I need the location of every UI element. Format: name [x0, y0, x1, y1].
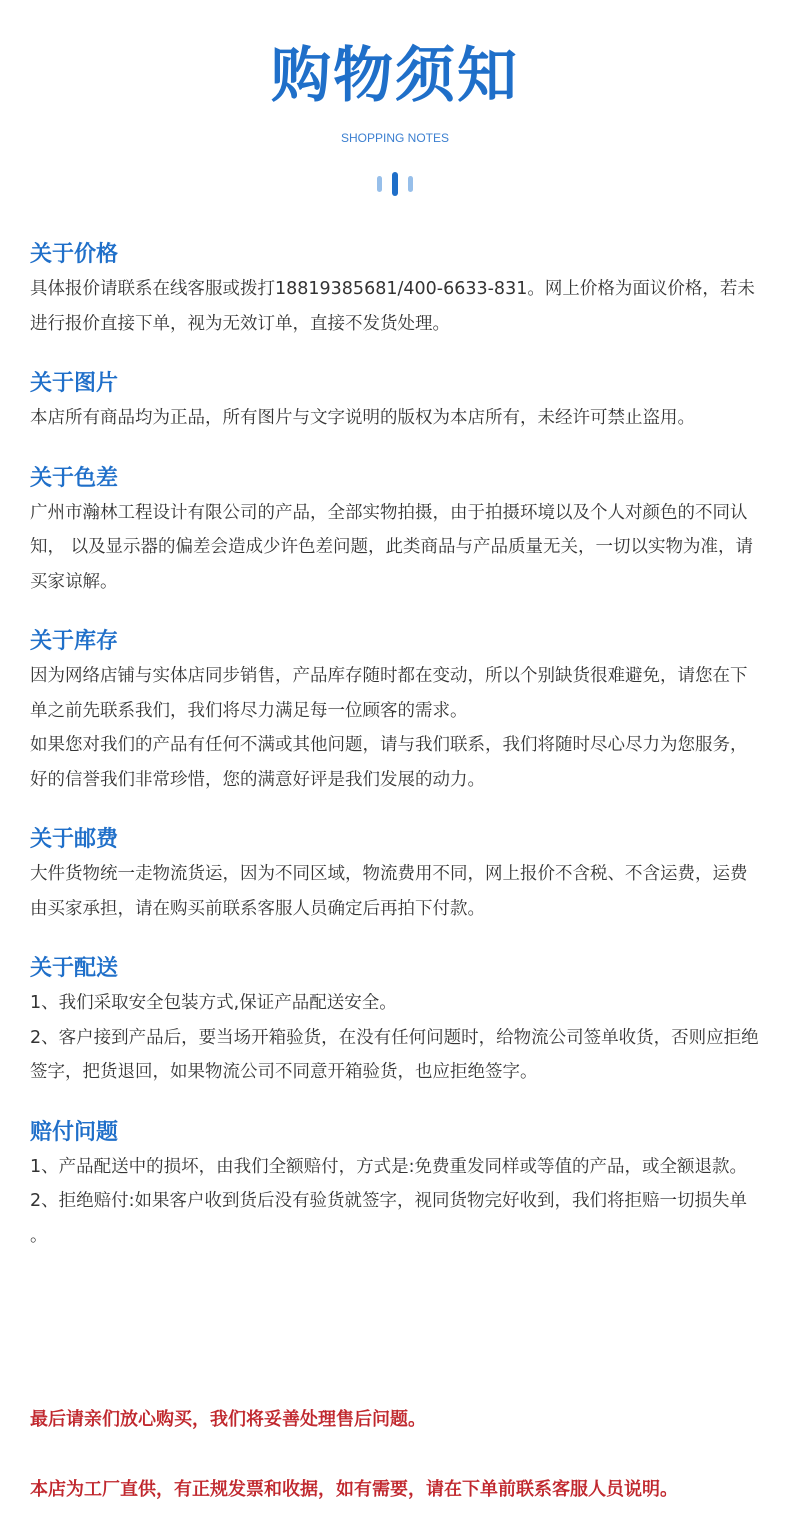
section-price	[30, 238, 760, 341]
section-stock	[30, 625, 760, 797]
section-paragraph: 本店所有商品均为正品，所有图片与文字说明的版权为本店所有，未经许可禁止盗用。	[30, 408, 695, 428]
invoice-note: 本店为工厂直供，有正规发票和收据，如有需要，请在下单前联系客服人员说明。	[30, 1479, 678, 1500]
bar-center	[392, 172, 398, 196]
decorative-bars-icon	[377, 172, 413, 196]
section-paragraph: 2、拒绝赔付:如果客户收到货后没有验货就签字，视同货物完好收到，我们将拒赔一切损失单 。	[30, 1191, 748, 1246]
closing-note: 最后请亲们放心购买，我们将妥善处理售后问题。	[30, 1409, 426, 1430]
section-title: 关于邮费	[30, 827, 119, 852]
section-color-difference	[30, 462, 760, 600]
section-title: 关于色差	[30, 465, 119, 491]
section-paragraph: 1、我们采取安全包装方式,保证产品配送安全。	[30, 993, 397, 1013]
page-subtitle: SHOPPING NOTES	[340, 131, 450, 145]
section-title: 关于配送	[30, 956, 119, 981]
section-shipping-fee	[30, 823, 760, 926]
section-paragraph: 具体报价请联系在线客服或拨打18819385681/400-6633-831。网上价格为面议价格，若未进行报价直接下单，视为无效订单，直接不发货处理。	[30, 279, 755, 334]
notes-content	[30, 238, 760, 1279]
section-title: 关于库存	[30, 629, 119, 654]
section-paragraph: 1、产品配送中的损坏，由我们全额赔付，方式是:免费重发同样或等值的产品，或全额退款。	[30, 1156, 748, 1177]
section-title: 赔付问题	[30, 1119, 119, 1145]
section-title: 关于图片	[30, 371, 119, 396]
section-paragraph: 广州市瀚林工程设计有限公司的产品，全部实物拍摄，由于拍摄环境以及个人对颜色的不同认知， 以及显示器的偏差会造成少许色差问题，此类商品与产品质量无关，一切以实物为准，请买家谅解。	[30, 502, 754, 592]
page-title: 购物须知	[271, 41, 519, 111]
section-images	[30, 367, 760, 436]
section-title: 关于价格	[30, 242, 119, 267]
page-header	[0, 0, 790, 210]
section-delivery	[30, 952, 760, 1090]
section-paragraph: 因为网络店铺与实体店同步销售，产品库存随时都在变动，所以个别缺货很难避免，请您在下单之前先联系我们，我们将尽力满足每一位顾客的需求。	[30, 666, 748, 721]
section-paragraph: 大件货物统一走物流货运，因为不同区域，物流费用不同，网上报价不含税、不含运费，运费由买家承担，请在购买前联系客服人员确定后再拍下付款。	[30, 864, 748, 919]
section-paragraph: 2、客户接到产品后，要当场开箱验货，在没有任何问题时，给物流公司签单收货，否则应拒绝签字，把货退回，如果物流公司不同意开箱验货，也应拒绝签字。	[30, 1027, 759, 1082]
bar-left	[377, 176, 382, 192]
bar-right	[408, 176, 413, 192]
section-paragraph: 如果您对我们的产品有任何不满或其他问题，请与我们联系，我们将随时尽心尽力为您服务，好的信誉我们非常珍惜，您的满意好评是我们发展的动力。	[30, 735, 748, 790]
section-compensation	[30, 1116, 760, 1254]
